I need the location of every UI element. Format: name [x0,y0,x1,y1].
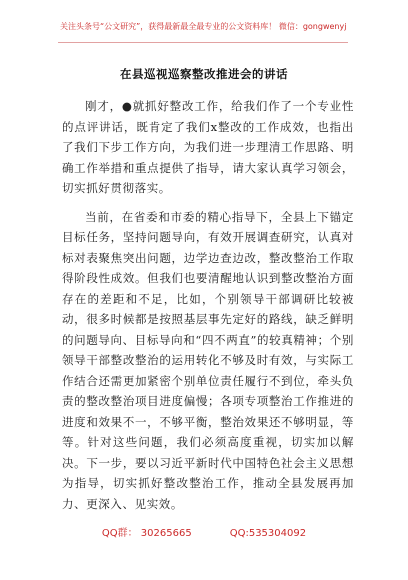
footer-contact [0,527,408,541]
paragraph-2: 当前，在省委和市委的精心指导下，全县上下锚定目标任务，坚持问题导向，有效开展调查研究，认真对标对表聚焦突出问题，边学边查边改，整改整治工作取得阶段性成效。但我们也要清醒地认识到整改整治方面存在的差距和不足，比如，个别领导干部调研比较被动，很多时候都是按照基层事先定好的路线，缺乏鲜明的问题导向、目标导向和“四不两直”的较真精神；个别领导干部整改整治的运用转化不够及时有效，与实际工作结合还需更加紧密个别单位责任履行不到位，牵头负责的整改整治项目进度偏慢；各项专项整治工作推进的进度和效果不一，不够平衡，整治效果还不够明显，等等。针对这些问题，我们必须高度重视，切实加以解决。下一步，要以习近平新时代中国特色社会主义思想为指导，切实抓好整改整治工作，推动全县发展再加力、更深入、见实效。 [62,209,354,511]
qq-group-number[interactable]: QQ群： 30265665 [101,528,192,539]
document-body [62,96,354,514]
qq-number[interactable]: QQ:535304092 [229,528,307,539]
document-title: 在县巡视巡察整改推进会的讲话 [120,67,288,81]
paragraph-1: 刚才，●就抓好整改工作，给我们作了一个专业性的点评讲话，既肯定了我们x整改的工作成效，也指出了我们下步工作方向，为我们进一步理清工作思路、明确工作举措和重点提供了指导，请大家认真学习领会，切实抓好贯彻落实。 [62,99,354,195]
promo-banner[interactable]: 关注头条号“公文研究”，获得最新最全最专业的公文资料库！ 微信：gongwenyj [60,22,347,31]
header-divider [58,42,348,43]
